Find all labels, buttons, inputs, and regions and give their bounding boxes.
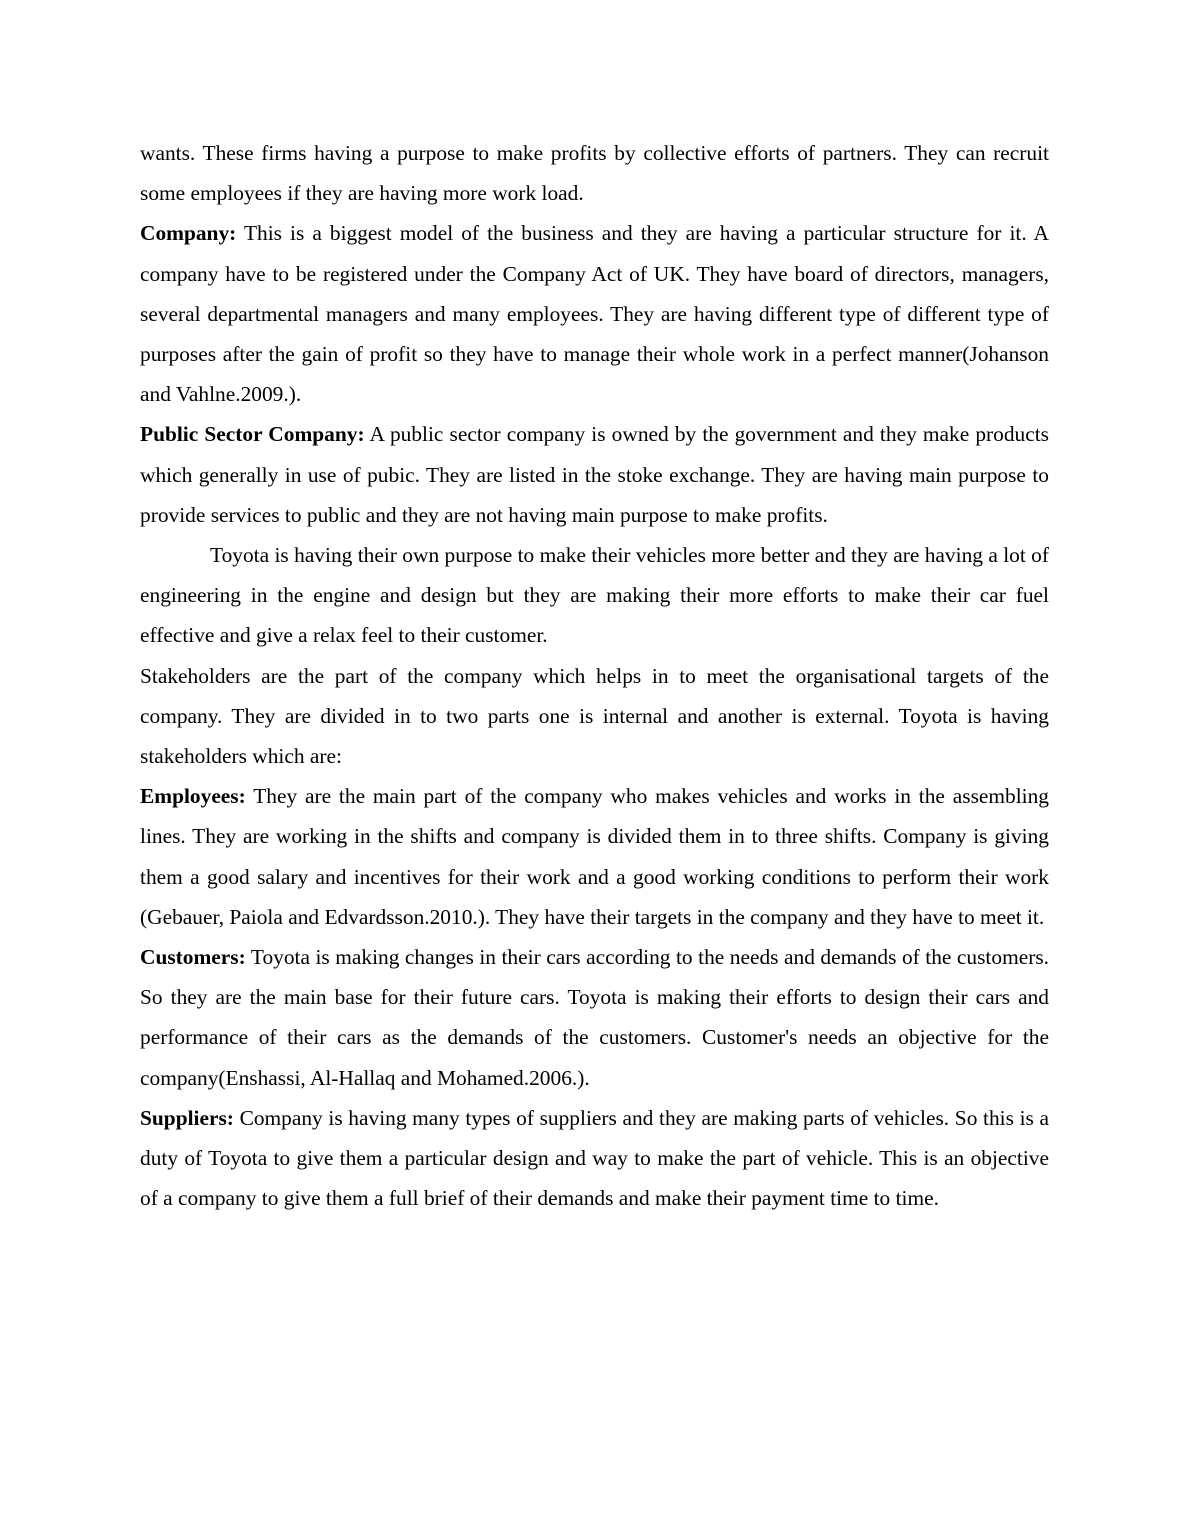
term-public-sector-company: Public Sector Company: [140, 422, 365, 447]
paragraph-toyota-purpose [140, 535, 1049, 656]
paragraph-text: Stakeholders are the part of the company which helps in to meet the organisational targets of the company. They are divided in to two parts one is internal and another is external. Toyota is having stakeholders which are: [140, 663, 1049, 769]
paragraph-customers [140, 937, 1049, 1098]
paragraph-text: They are the main part of the company who makes vehicles and works in the assembling lines. They are working in the shifts and company is divided them in to three shifts. Company is giving them a good salary and incentives for their work and a good working conditions to perform their work (Gebauer, Paiola and Edvardsson.2010.). They have their targets in the company and they have to meet it. [140, 784, 1049, 929]
document-page [140, 133, 1049, 1218]
term-company: Company: [140, 221, 237, 246]
paragraph-public-sector-company [140, 414, 1049, 535]
paragraph-partnership-continued [140, 133, 1049, 213]
paragraph-suppliers [140, 1098, 1049, 1219]
paragraph-text: Toyota is making changes in their cars according to the needs and demands of the customers. So they are the main base for their future cars. Toyota is making their efforts to design their cars and performance of their cars as the demands of the customers. Customer's needs an objective for the company(Enshassi, Al-Hallaq and Mohamed.2006.). [140, 945, 1049, 1090]
term-customers: Customers: [140, 945, 246, 970]
paragraph-employees [140, 776, 1049, 937]
paragraph-text: Toyota is having their own purpose to make their vehicles more better and they are having a lot of engineering in the engine and design but they are making their more efforts to make their car fuel effective and give a relax feel to their customer. [140, 543, 1049, 648]
term-suppliers: Suppliers: [140, 1105, 234, 1130]
paragraph-stakeholders [140, 656, 1049, 777]
paragraph-text: This is a biggest model of the business and they are having a particular structure for it. A company have to be registered under the Company Act of UK. They have board of directors, managers, several departmental managers and many employees. They are having different type of different type of purposes after the gain of profit so they have to manage their whole work in a perfect manner(Johanson and Vahlne.2009.). [140, 221, 1049, 407]
paragraph-text: A public sector company is owned by the government and they make products which generally in use of pubic. They are listed in the stoke exchange. They are having main purpose to provide services to public and they are not having main purpose to make profits. [140, 422, 1050, 527]
paragraph-company [140, 213, 1049, 414]
paragraph-text: Company is having many types of suppliers and they are making parts of vehicles. So this is a duty of Toyota to give them a particular design and way to make the part of vehicle. This is an objective of a company to give them a full brief of their demands and make their payment time to time. [140, 1105, 1049, 1211]
term-employees: Employees: [140, 784, 246, 809]
paragraph-text: wants. These firms having a purpose to make profits by collective efforts of partners. They can recruit some employees if they are having more work load. [140, 141, 1049, 206]
